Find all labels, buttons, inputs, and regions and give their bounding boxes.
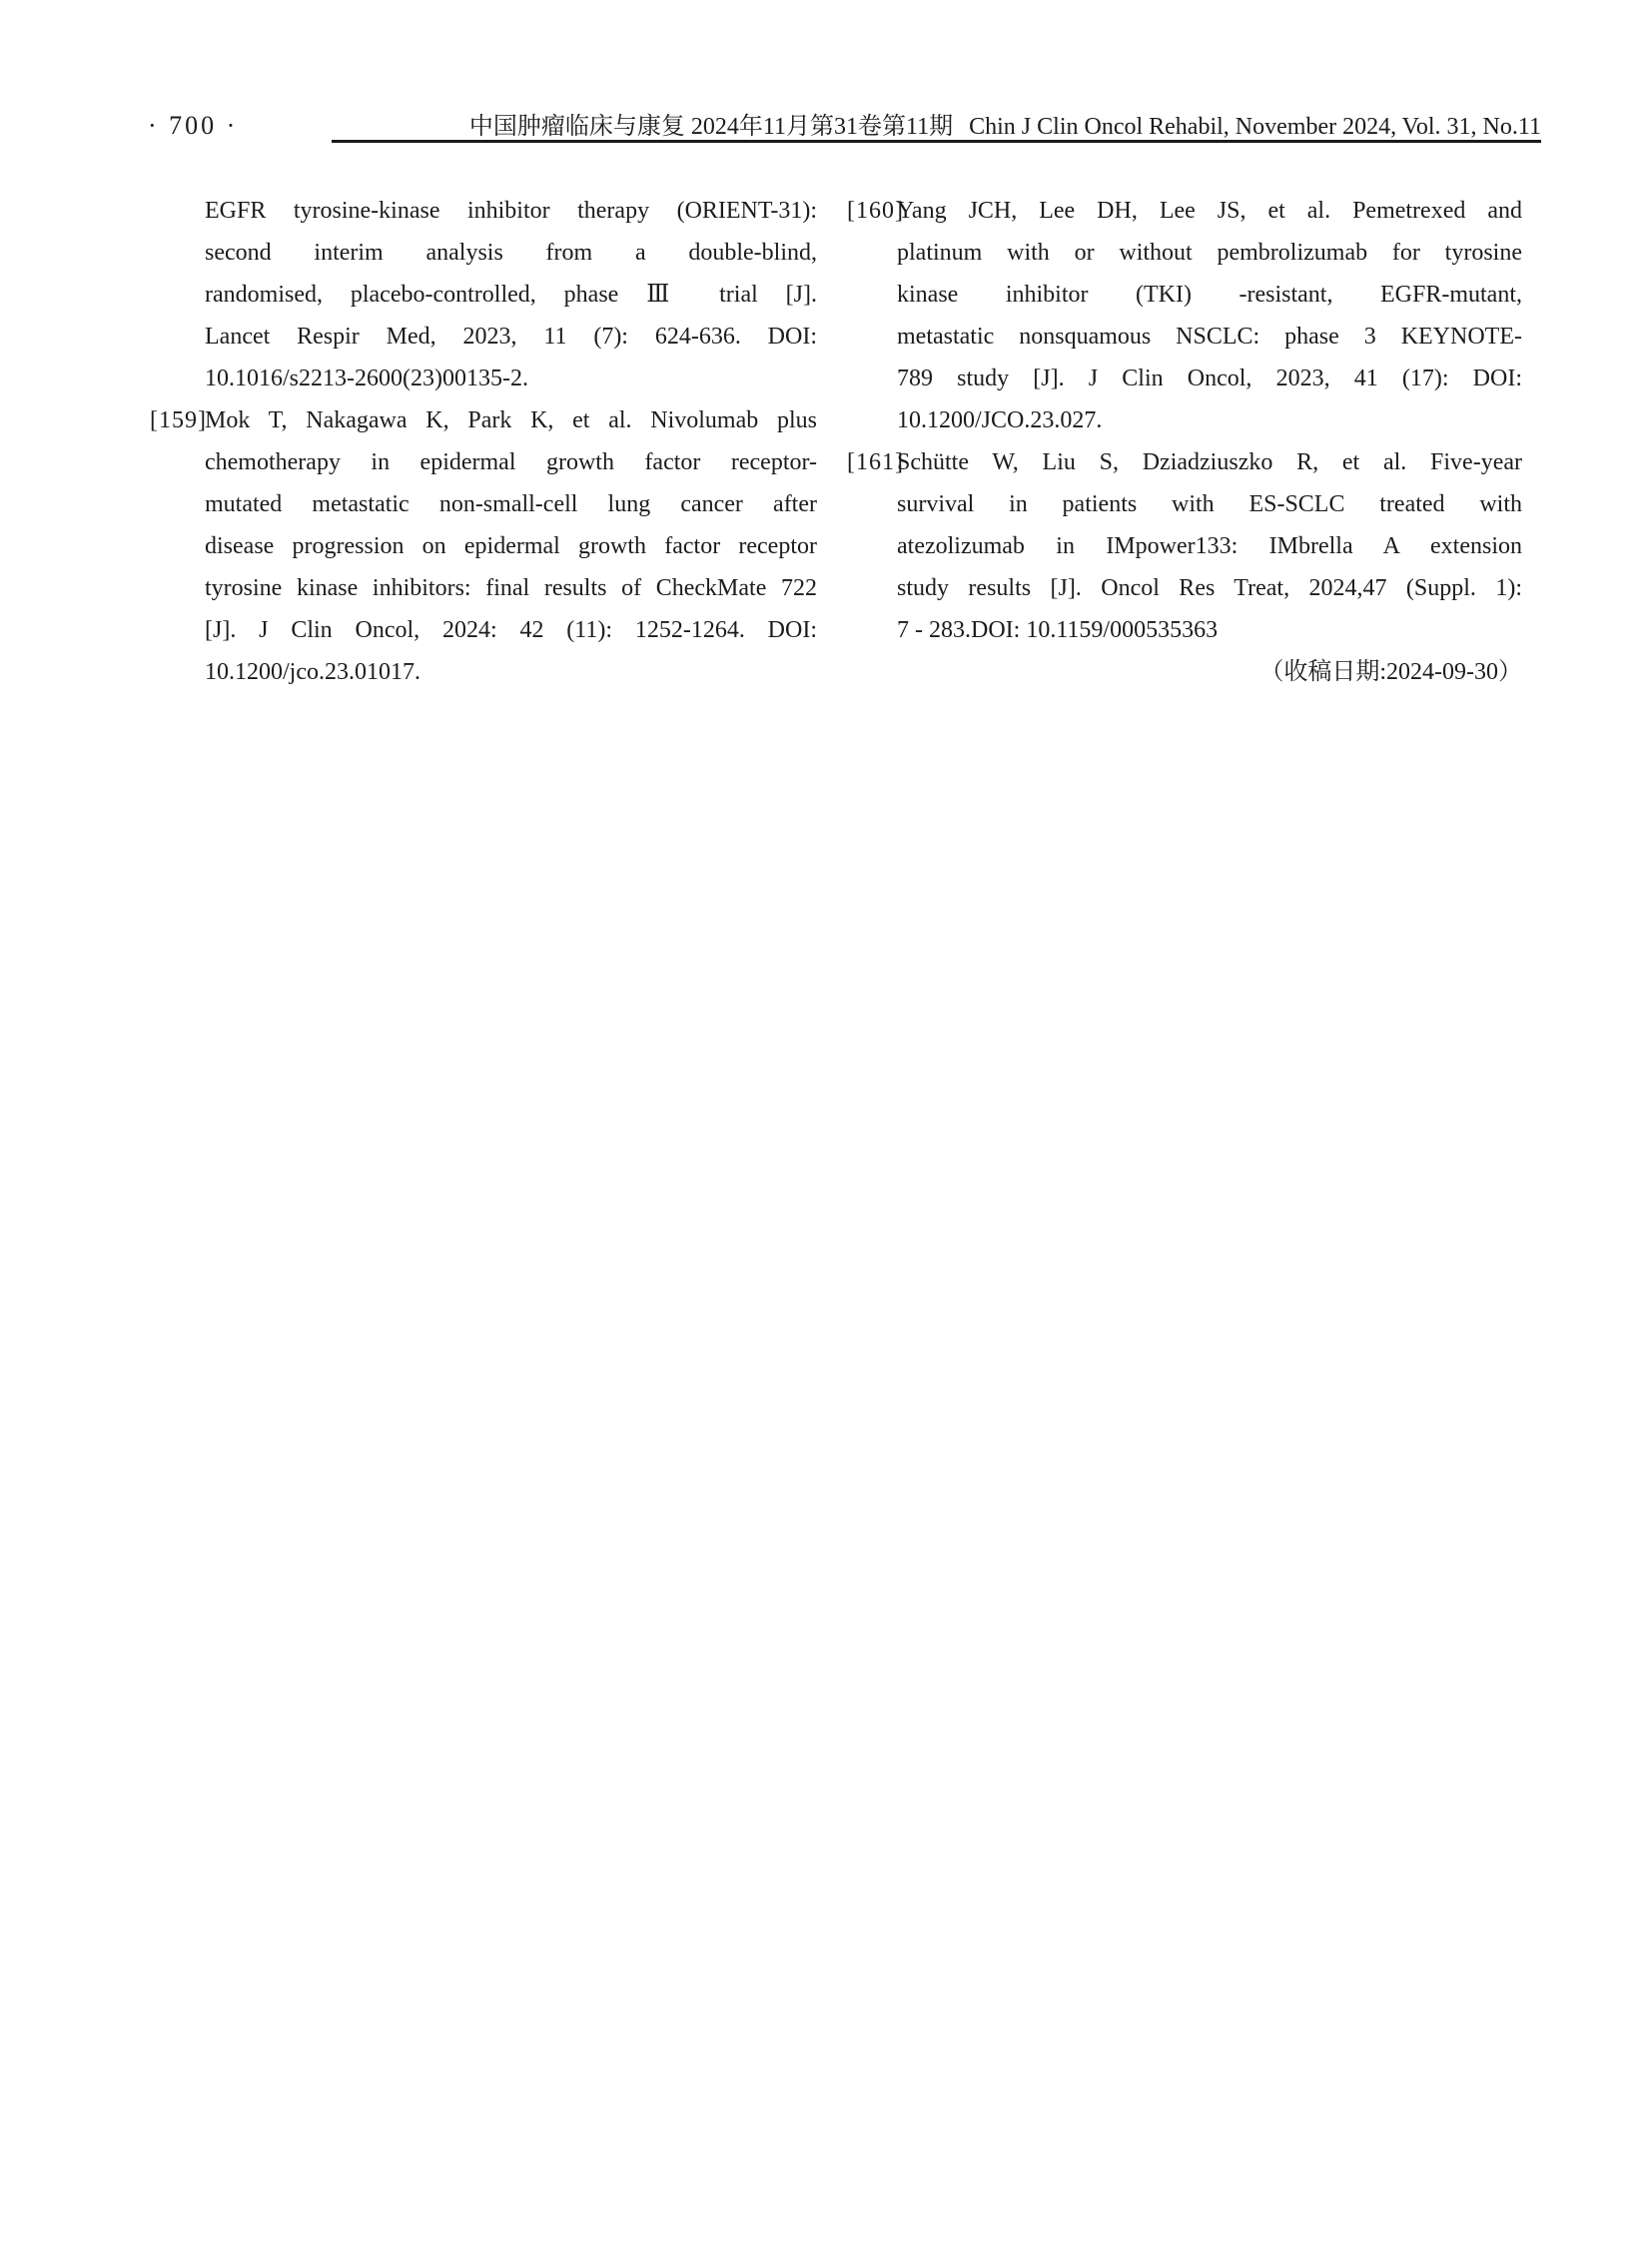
reference-line: mutated metastatic non-small-cell lung cancer after bbox=[205, 491, 817, 517]
reference-line: 10.1200/jco.23.01017. bbox=[205, 659, 420, 685]
references-column-right bbox=[847, 190, 1522, 693]
reference-line: kinase inhibitor (TKI) -resistant, EGFR-mutant, bbox=[897, 282, 1522, 308]
reference-line: Yang JCH, Lee DH, Lee JS, et al. Pemetrexed and bbox=[897, 198, 1522, 224]
reference-line: second interim analysis from a double-blind, bbox=[205, 240, 817, 266]
page-header bbox=[148, 106, 1541, 141]
reference-number: [161] bbox=[847, 449, 904, 475]
reference-line: Mok T, Nakagawa K, Park K, et al. Nivolumab plus bbox=[205, 407, 817, 433]
references-section bbox=[150, 190, 1522, 693]
reference-line: 7 - 283.DOI: 10.1159/000535363 bbox=[897, 617, 1219, 643]
reference-continuation bbox=[150, 190, 817, 399]
reference-line: tyrosine kinase inhibitors: final results of CheckMate 722 bbox=[205, 575, 817, 601]
reference-line: Schütte W, Liu S, Dziadziuszko R, et al. Five-year bbox=[897, 449, 1522, 475]
reference-line: （收稿日期:2024-09-30） bbox=[1259, 659, 1522, 685]
reference-line: survival in patients with ES-SCLC treated with bbox=[897, 491, 1522, 517]
reference-line: disease progression on epidermal growth factor receptor bbox=[205, 533, 817, 559]
reference-line: atezolizumab in IMpower133: IMbrella A extension bbox=[897, 533, 1522, 559]
journal-title-english: Chin J Clin Oncol Rehabil, November 2024, Vol. 31, No.11 bbox=[969, 114, 1541, 140]
reference-line: [J]. J Clin Oncol, 2024: 42 (11): 1252-1264. DOI: bbox=[205, 617, 817, 643]
reference-line: 10.1016/s2213-2600(23)00135-2. bbox=[205, 366, 528, 391]
reference-line: chemotherapy in epidermal growth factor receptor- bbox=[205, 449, 817, 475]
reference-line: EGFR tyrosine-kinase inhibitor therapy (ORIENT-31): bbox=[205, 198, 817, 224]
reference-number: [160] bbox=[847, 198, 904, 224]
page-number: · 700 · bbox=[148, 111, 239, 140]
reference-line: randomised, placebo-controlled, phase Ⅲ trial [J]. bbox=[205, 282, 817, 308]
reference-line: Lancet Respir Med, 2023, 11 (7): 624-636. DOI: bbox=[205, 324, 817, 350]
reference-160 bbox=[847, 190, 1522, 441]
reference-159 bbox=[150, 399, 817, 693]
header-rule bbox=[332, 140, 1541, 143]
reference-line: 789 study [J]. J Clin Oncol, 2023, 41 (17): DOI: bbox=[897, 366, 1522, 391]
reference-number: [159] bbox=[150, 407, 207, 433]
journal-title-chinese: 中国肿瘤临床与康复 2024年11月第31卷第11期 bbox=[468, 114, 954, 140]
received-date bbox=[847, 651, 1522, 693]
reference-line: 10.1200/JCO.23.027. bbox=[897, 407, 1103, 433]
reference-161 bbox=[847, 441, 1522, 651]
reference-line: metastatic nonsquamous NSCLC: phase 3 KEYNOTE- bbox=[897, 324, 1522, 350]
reference-line: platinum with or without pembrolizumab for tyrosine bbox=[897, 240, 1522, 266]
reference-line: study results [J]. Oncol Res Treat, 2024,47 (Suppl. 1): bbox=[897, 575, 1522, 601]
references-column-left bbox=[150, 190, 817, 693]
journal-header-title bbox=[469, 106, 1541, 141]
